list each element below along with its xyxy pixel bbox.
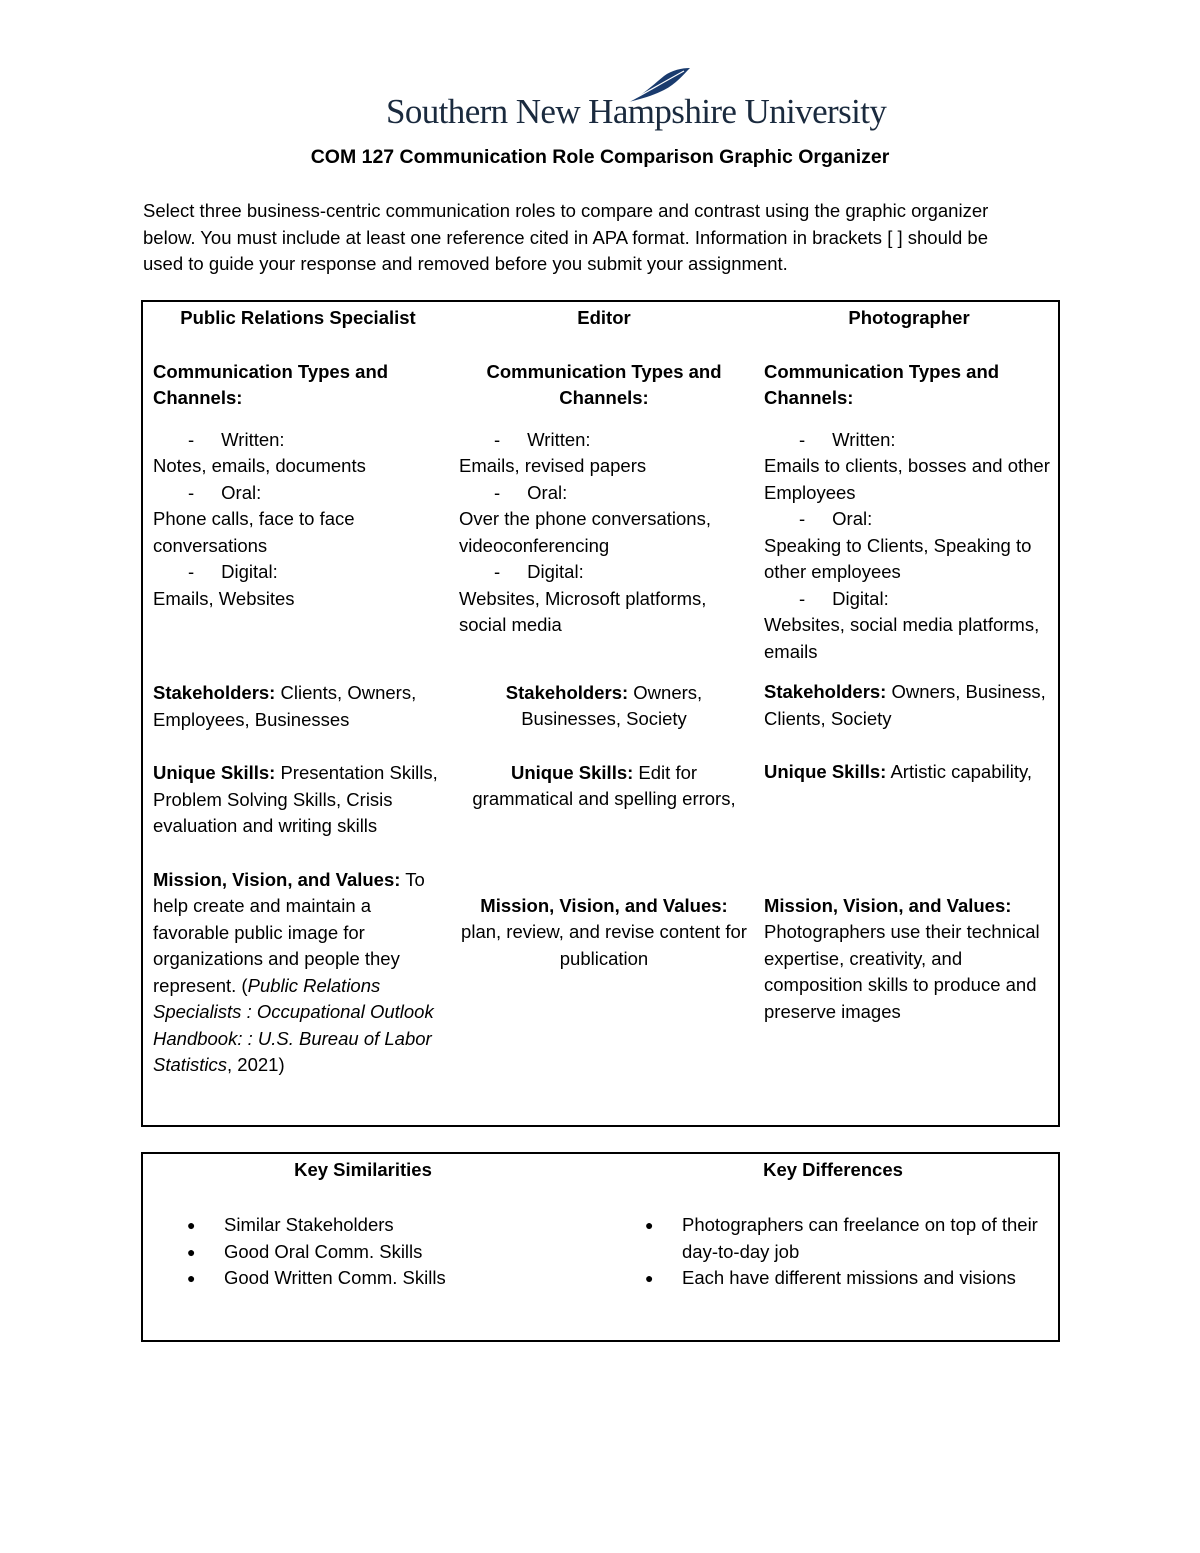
digital-value: Websites, Microsoft platforms, social media	[459, 587, 707, 635]
oral-label: - Oral:	[188, 481, 262, 503]
mission-vision-values: Mission, Vision, and Values: plan, review, and revise content for publication	[461, 894, 747, 969]
role-heading: Editor	[577, 307, 631, 328]
page-title: COM 127 Communication Role Comparison Graphic Organizer	[310, 146, 890, 168]
digital-label: - Digital:	[799, 587, 889, 609]
bullet-icon: ●	[645, 1217, 654, 1233]
bullet-icon: ●	[187, 1217, 196, 1233]
bullet-icon: ●	[187, 1243, 196, 1260]
key-comparison-box	[141, 1152, 1060, 1342]
list-item: ● Good Written Comm. Skills	[143, 1265, 583, 1292]
comm-types-label: Communication Types and Channels:	[764, 360, 1000, 408]
role-heading: Public Relations Specialist	[180, 307, 416, 328]
stakeholders: Stakeholders: Owners, Business, Clients, Society	[764, 681, 1046, 729]
stakeholders: Stakeholders: Owners, Businesses, Society	[505, 681, 703, 729]
written-label: - Written:	[799, 428, 896, 450]
oral-label: - Oral:	[494, 481, 568, 503]
written-value: Emails to clients, bosses and other Employees	[764, 455, 1050, 503]
digital-value: Websites, social media platforms, emails	[764, 614, 1040, 662]
list-item: ● Photographers can freelance on top of their day-to-day job	[645, 1214, 1038, 1262]
intro-line: used to guide your response and removed before you submit your assignment.	[143, 253, 788, 274]
bullet-icon: ●	[187, 1270, 196, 1286]
list-item: ● Similar Stakeholders	[143, 1212, 583, 1239]
role-column-editor	[459, 305, 749, 972]
written-label: - Written:	[188, 428, 285, 450]
university-logo	[386, 66, 887, 136]
digital-label: - Digital:	[494, 561, 584, 582]
stakeholders: Stakeholders: Clients, Owners, Employees, Businesses	[153, 682, 417, 730]
written-value: Notes, emails, documents	[153, 455, 366, 476]
feather-icon	[624, 66, 694, 106]
unique-skills: Unique Skills: Artistic capability,	[764, 761, 1032, 782]
list-item: ● Good Oral Comm. Skills	[143, 1239, 583, 1266]
digital-label: - Digital:	[188, 561, 278, 582]
unique-skills: Unique Skills: Presentation Skills, Problem Solving Skills, Crisis evaluation and writing skills	[153, 762, 438, 836]
comm-types-label: Communication Types and Channels:	[486, 360, 722, 408]
mission-vision-values: Mission, Vision, and Values: Photographers use their technical expertise, creativity, and composition skills to produce and preserve images	[764, 894, 1040, 1022]
intro-line: Select three business-centric communication roles to compare and contrast using the graphic organizer	[143, 200, 989, 221]
differences-list	[601, 1212, 1041, 1292]
similarities-heading: Key Similarities	[294, 1159, 432, 1180]
oral-label: - Oral:	[799, 508, 873, 529]
role-column-public-relations	[153, 305, 443, 1079]
oral-value: Speaking to Clients, Speaking to other employees	[764, 534, 1032, 582]
similarities-list	[143, 1212, 583, 1292]
role-column-photographer	[764, 305, 1054, 1025]
digital-value: Emails, Websites	[153, 587, 295, 609]
bullet-icon: ●	[645, 1270, 654, 1286]
mission-vision-values: Mission, Vision, and Values: To help create and maintain a favorable public image for organizations and people they represent. (Public Relations Specialists : Occupational Outlook Handbook: : U.S. Bureau of Labor Statistics, 2021)	[153, 868, 434, 1075]
oral-value: Phone calls, face to face conversations	[153, 508, 355, 556]
written-value: Emails, revised papers	[459, 455, 647, 476]
comm-types-label: Communication Types and Channels:	[153, 360, 389, 408]
role-heading: Photographer	[848, 307, 970, 328]
oral-value: Over the phone conversations, videoconferencing	[459, 508, 711, 556]
unique-skills: Unique Skills: Edit for grammatical and spelling errors,	[472, 761, 736, 809]
intro-line: below. You must include at least one reference cited in APA format. Information in brackets [ ] should be	[143, 226, 988, 248]
role-comparison-table	[141, 300, 1060, 1127]
written-label: - Written:	[494, 428, 591, 450]
list-item: ● Each have different missions and visions	[601, 1265, 1041, 1292]
logo-text: Southern New Hampshire University	[386, 92, 887, 131]
differences-heading: Key Differences	[763, 1159, 903, 1180]
instructions	[143, 198, 1068, 278]
